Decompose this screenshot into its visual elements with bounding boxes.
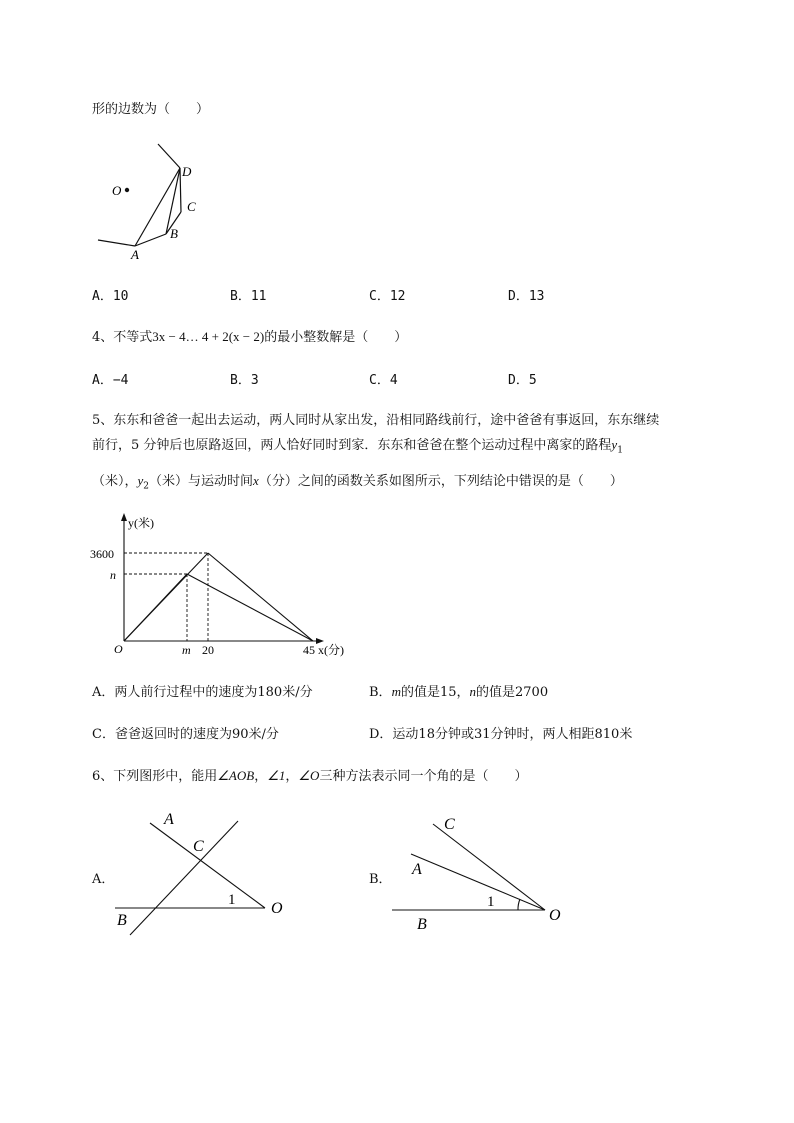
q3-option-a: A．10 <box>92 289 129 304</box>
q3-polygon-figure <box>90 138 220 263</box>
q3-label-O: O <box>112 183 122 198</box>
q6-prefix: 6、下列图形中，能用 <box>92 769 218 784</box>
q5-option-d: D．运动18分钟或31分钟时，两人相距810米 <box>369 727 633 742</box>
q6-a-label-1: 1 <box>228 892 236 908</box>
q6-stem <box>92 765 527 784</box>
q3-option-b: B．11 <box>230 289 267 304</box>
q6-a-label-B: B <box>117 912 127 929</box>
q6-b-label-1: 1 <box>487 894 495 910</box>
q5-line2 <box>92 434 623 456</box>
q4-option-a: A．−4 <box>92 373 129 388</box>
q6-b-label-C: C <box>444 816 455 833</box>
q6-figure-a <box>110 805 300 935</box>
q5-graph-tick-3600: 3600 <box>90 547 114 561</box>
q5-y2-sub: 2 <box>143 481 150 492</box>
q6-b-label-A: A <box>412 861 422 878</box>
q5-option-c: C．爸爸返回时的速度为90米/分 <box>92 727 279 742</box>
q5-option-a: A．两人前行过程中的速度为180米/分 <box>92 685 313 700</box>
q4-option-b: B．3 <box>230 373 259 388</box>
q3-label-B: B <box>170 226 178 241</box>
q3-option-d: D．13 <box>508 289 545 304</box>
q5-line3 <box>92 470 623 492</box>
q5-graph-tick-n: n <box>110 568 116 582</box>
q5-line1: 5、东东和爸爸一起出去运动，两人同时从家出发，沿相同路线前行，途中爸爸有事返回，东东继续 <box>92 413 660 428</box>
q4-inequality: 3x − 4… 4 + 2(x − 2) <box>152 329 265 344</box>
q6-sep1: ， <box>254 769 268 784</box>
q3-label-C: C <box>187 199 196 214</box>
q5-line2-text: 前行，5 分钟后也原路返回，两人恰好同时到家．东东和爸爸在整个运动过程中离家的路程 <box>92 438 612 453</box>
q5-line3-b: （米）与运动时间 <box>149 474 254 489</box>
q4-option-c: C．4 <box>369 373 398 388</box>
q6-angle-o: ∠O <box>298 768 320 783</box>
q6-option-b-label: B． <box>369 872 392 887</box>
q5-y1-sub: 1 <box>617 445 623 456</box>
q5-function-graph <box>90 510 360 662</box>
q4-suffix: 的最小整数解是（ ） <box>264 330 408 345</box>
q6-sep2: ， <box>285 769 299 784</box>
q3-stem-tail: 形的边数为（ ） <box>92 102 210 117</box>
q6-suffix: 三种方法表示同一个角的是（ ） <box>319 769 528 784</box>
q6-a-label-A: A <box>164 811 174 828</box>
q5-graph-tick-20: 20 <box>202 643 214 657</box>
q5-option-b-mid: 的值是15， <box>400 685 470 700</box>
q5-graph-tick-45: 45 <box>303 643 315 657</box>
q5-x-var: x <box>253 473 259 488</box>
q5-graph-origin: O <box>114 642 123 656</box>
q5-graph-x-axis-label: x(分) <box>318 643 344 657</box>
q6-b-label-B: B <box>417 916 427 933</box>
q5-option-b-end: 的值是2700 <box>476 685 549 700</box>
q6-a-label-O: O <box>271 900 283 917</box>
q6-option-a-label: A． <box>92 872 115 887</box>
q4-stem <box>92 326 407 345</box>
q6-figure-b <box>388 810 578 935</box>
q5-graph-tick-m: m <box>182 643 191 657</box>
q5-line3-a: （米）， <box>92 474 138 489</box>
q6-a-label-C: C <box>193 838 204 855</box>
q6-b-label-O: O <box>549 907 561 924</box>
q5-graph-y-axis-label: y(米) <box>128 516 154 530</box>
q3-label-A: A <box>131 247 139 262</box>
q5-y1: y <box>611 437 618 452</box>
q5-option-b-n: n <box>469 684 476 699</box>
q5-line3-c: （分）之间的函数关系如图所示，下列结论中错误的是（ ） <box>258 474 623 489</box>
q6-angle-aob: ∠AOB <box>217 768 255 783</box>
q5-option-b <box>369 681 548 700</box>
q5-option-b-prefix: B． <box>369 685 392 700</box>
q3-label-D: D <box>182 164 192 179</box>
q4-option-d: D．5 <box>508 373 537 388</box>
q5-option-b-m: m <box>391 684 401 699</box>
q4-prefix: 4、不等式 <box>92 330 153 345</box>
q5-y2: y <box>137 473 144 488</box>
q6-angle-1: ∠1 <box>267 768 286 783</box>
q3-option-c: C．12 <box>369 289 406 304</box>
